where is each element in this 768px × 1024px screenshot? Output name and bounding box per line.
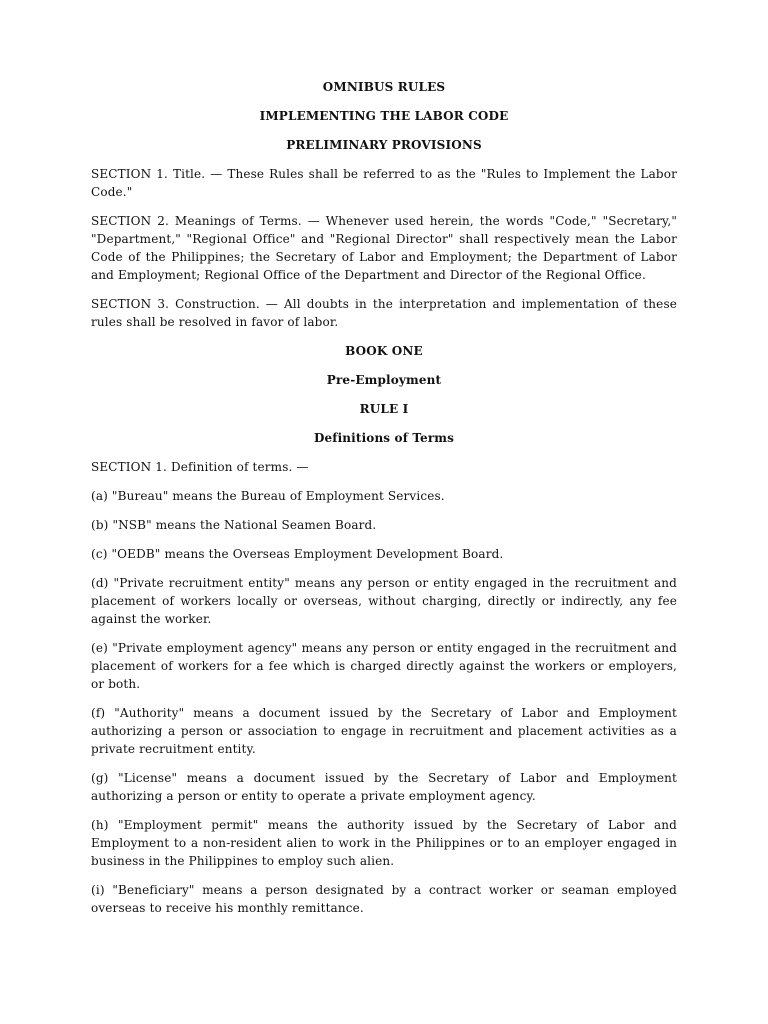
title-preliminary-provisions: PRELIMINARY PROVISIONS — [286, 138, 482, 152]
title-omnibus-rules: OMNIBUS RULES — [322, 80, 446, 94]
definition-g: (g) "License" means a document issued by the Secretary of Labor and Employment authorizing a person or entity to operate a private employment agency. — [91, 771, 677, 803]
heading-rule-i: RULE I — [359, 402, 409, 416]
heading-book-one: BOOK ONE — [345, 344, 423, 358]
definition-a: (a) "Bureau" means the Bureau of Employment Services. — [91, 489, 445, 503]
rule-i-section-1: SECTION 1. Definition of terms. — — [91, 460, 309, 474]
section-3-construction: SECTION 3. Construction. — All doubts in the interpretation and implementation of these rules shall be resolved in favor of labor. — [91, 297, 677, 329]
definition-i: (i) "Beneficiary" means a person designated by a contract worker or seaman employed overseas to receive his monthly remittance. — [91, 883, 677, 915]
definition-b: (b) "NSB" means the National Seamen Board. — [91, 518, 377, 532]
heading-pre-employment: Pre-Employment — [326, 373, 442, 387]
section-2-meanings: SECTION 2. Meanings of Terms. — Whenever used herein, the words "Code," "Secretary," "Department," "Regional Office" and "Regional Director" shall respectively mean the Labor Code of the Philippines; the Secretary of Labor and Employment; the Department of Labor and Employment; Regional Office of the Department and Director of the Regional Office. — [91, 214, 677, 282]
definition-c: (c) "OEDB" means the Overseas Employment Development Board. — [91, 547, 504, 561]
heading-definitions: Definitions of Terms — [313, 431, 455, 445]
section-1-title: SECTION 1. Title. — These Rules shall be referred to as the "Rules to Implement the Labor Code." — [91, 167, 677, 199]
definition-d: (d) "Private recruitment entity" means any person or entity engaged in the recruitment and placement of workers locally or overseas, without charging, directly or indirectly, any fee against the worker. — [91, 576, 677, 626]
definition-h: (h) "Employment permit" means the authority issued by the Secretary of Labor and Employment to a non-resident alien to work in the Philippines or to an employer engaged in business in the Philippines to employ such alien. — [91, 818, 677, 868]
definition-e: (e) "Private employment agency" means any person or entity engaged in the recruitment and placement of workers for a fee which is charged directly against the workers or employers, or both. — [91, 641, 677, 691]
document-body — [91, 78, 677, 928]
title-implementing: IMPLEMENTING THE LABOR CODE — [259, 109, 509, 123]
definition-f: (f) "Authority" means a document issued by the Secretary of Labor and Employment authorizing a person or association to engage in recruitment and placement activities as a private recruitment entity. — [91, 706, 677, 756]
